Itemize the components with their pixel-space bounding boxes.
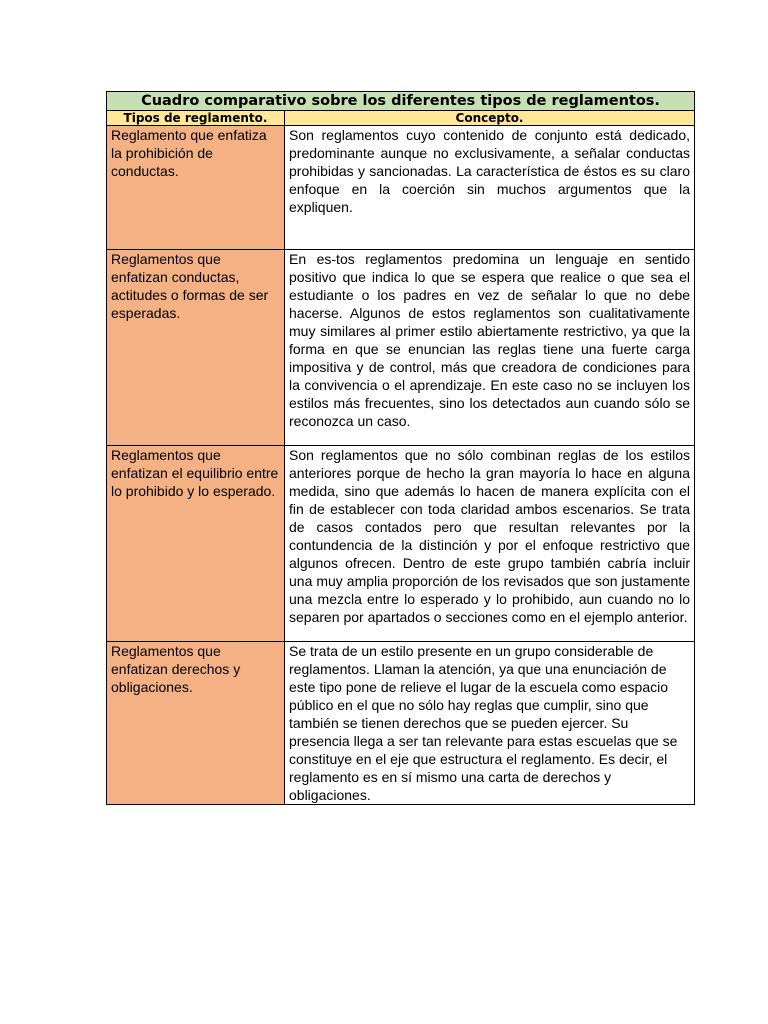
comparison-table xyxy=(106,91,695,805)
table-row xyxy=(107,126,695,250)
table-row xyxy=(107,446,695,642)
title-row xyxy=(107,92,695,111)
table-row xyxy=(107,250,695,446)
table-title: Cuadro comparativo sobre los diferentes tipos de reglamentos. xyxy=(107,92,695,111)
table-row xyxy=(107,642,695,805)
concept-cell: En es-tos reglamentos predomina un lenguaje en sentido positivo que indica lo que se espera que realice o que sea el estudiante o los padres en vez de señalar lo que no debe hacerse. Algunos de estos reglamentos son cualitativamente muy similares al primer estilo abiertamente restrictivo, ya que la forma en que se enuncian las reglas tiene una fuerte carga impositiva y de control, más que creadora de condiciones para la convivencia o el aprendizaje. En este caso no se incluyen los estilos más frecuentes, sino los detectados aun cuando sólo se reconozca un caso. xyxy=(285,250,695,446)
concept-cell: Son reglamentos cuyo contenido de conjunto está dedicado, predominante aunque no exclusivamente, a señalar conductas prohibidas y sancionadas. La característica de éstos es su claro enfoque en la coerción sin muchos argumentos que la expliquen. xyxy=(285,126,695,250)
type-cell: Reglamentos que enfatizan el equilibrio entre lo prohibido y lo esperado. xyxy=(107,446,285,642)
type-cell: Reglamento que enfatiza la prohibición de conductas. xyxy=(107,126,285,250)
concept-cell: Son reglamentos que no sólo combinan reglas de los estilos anteriores porque de hecho la gran mayoría lo hace en alguna medida, sino que además lo hacen de manera explícita con el fin de establecer con toda claridad ambos escenarios. Se trata de casos contados pero que resultan relevantes por la contundencia de la distinción y por el enfoque restrictivo que algunos ofrecen. Dentro de este grupo también cabría incluir una muy amplia proporción de los revisados que son justamente una mezcla entre lo esperado y lo prohibido, aun cuando no lo separen por apartados o secciones como en el ejemplo anterior. xyxy=(285,446,695,642)
type-cell: Reglamentos que enfatizan conductas, actitudes o formas de ser esperadas. xyxy=(107,250,285,446)
concept-cell: Se trata de un estilo presente en un grupo considerable de reglamentos. Llaman la atención, ya que una enunciación de este tipo pone de relieve el lugar de la escuela como espacio público en el que no sólo hay reglas que cumplir, sino que también se tienen derechos que se pueden ejercer. Su presencia llega a ser tan relevante para estas escuelas que se constituye en el eje que estructura el reglamento. Es decir, el reglamento es en sí mismo una carta de derechos y obligaciones. xyxy=(285,642,695,805)
header-concept: Concepto. xyxy=(285,111,695,126)
type-cell: Reglamentos que enfatizan derechos y obligaciones. xyxy=(107,642,285,805)
header-row xyxy=(107,111,695,126)
header-types: Tipos de reglamento. xyxy=(107,111,285,126)
